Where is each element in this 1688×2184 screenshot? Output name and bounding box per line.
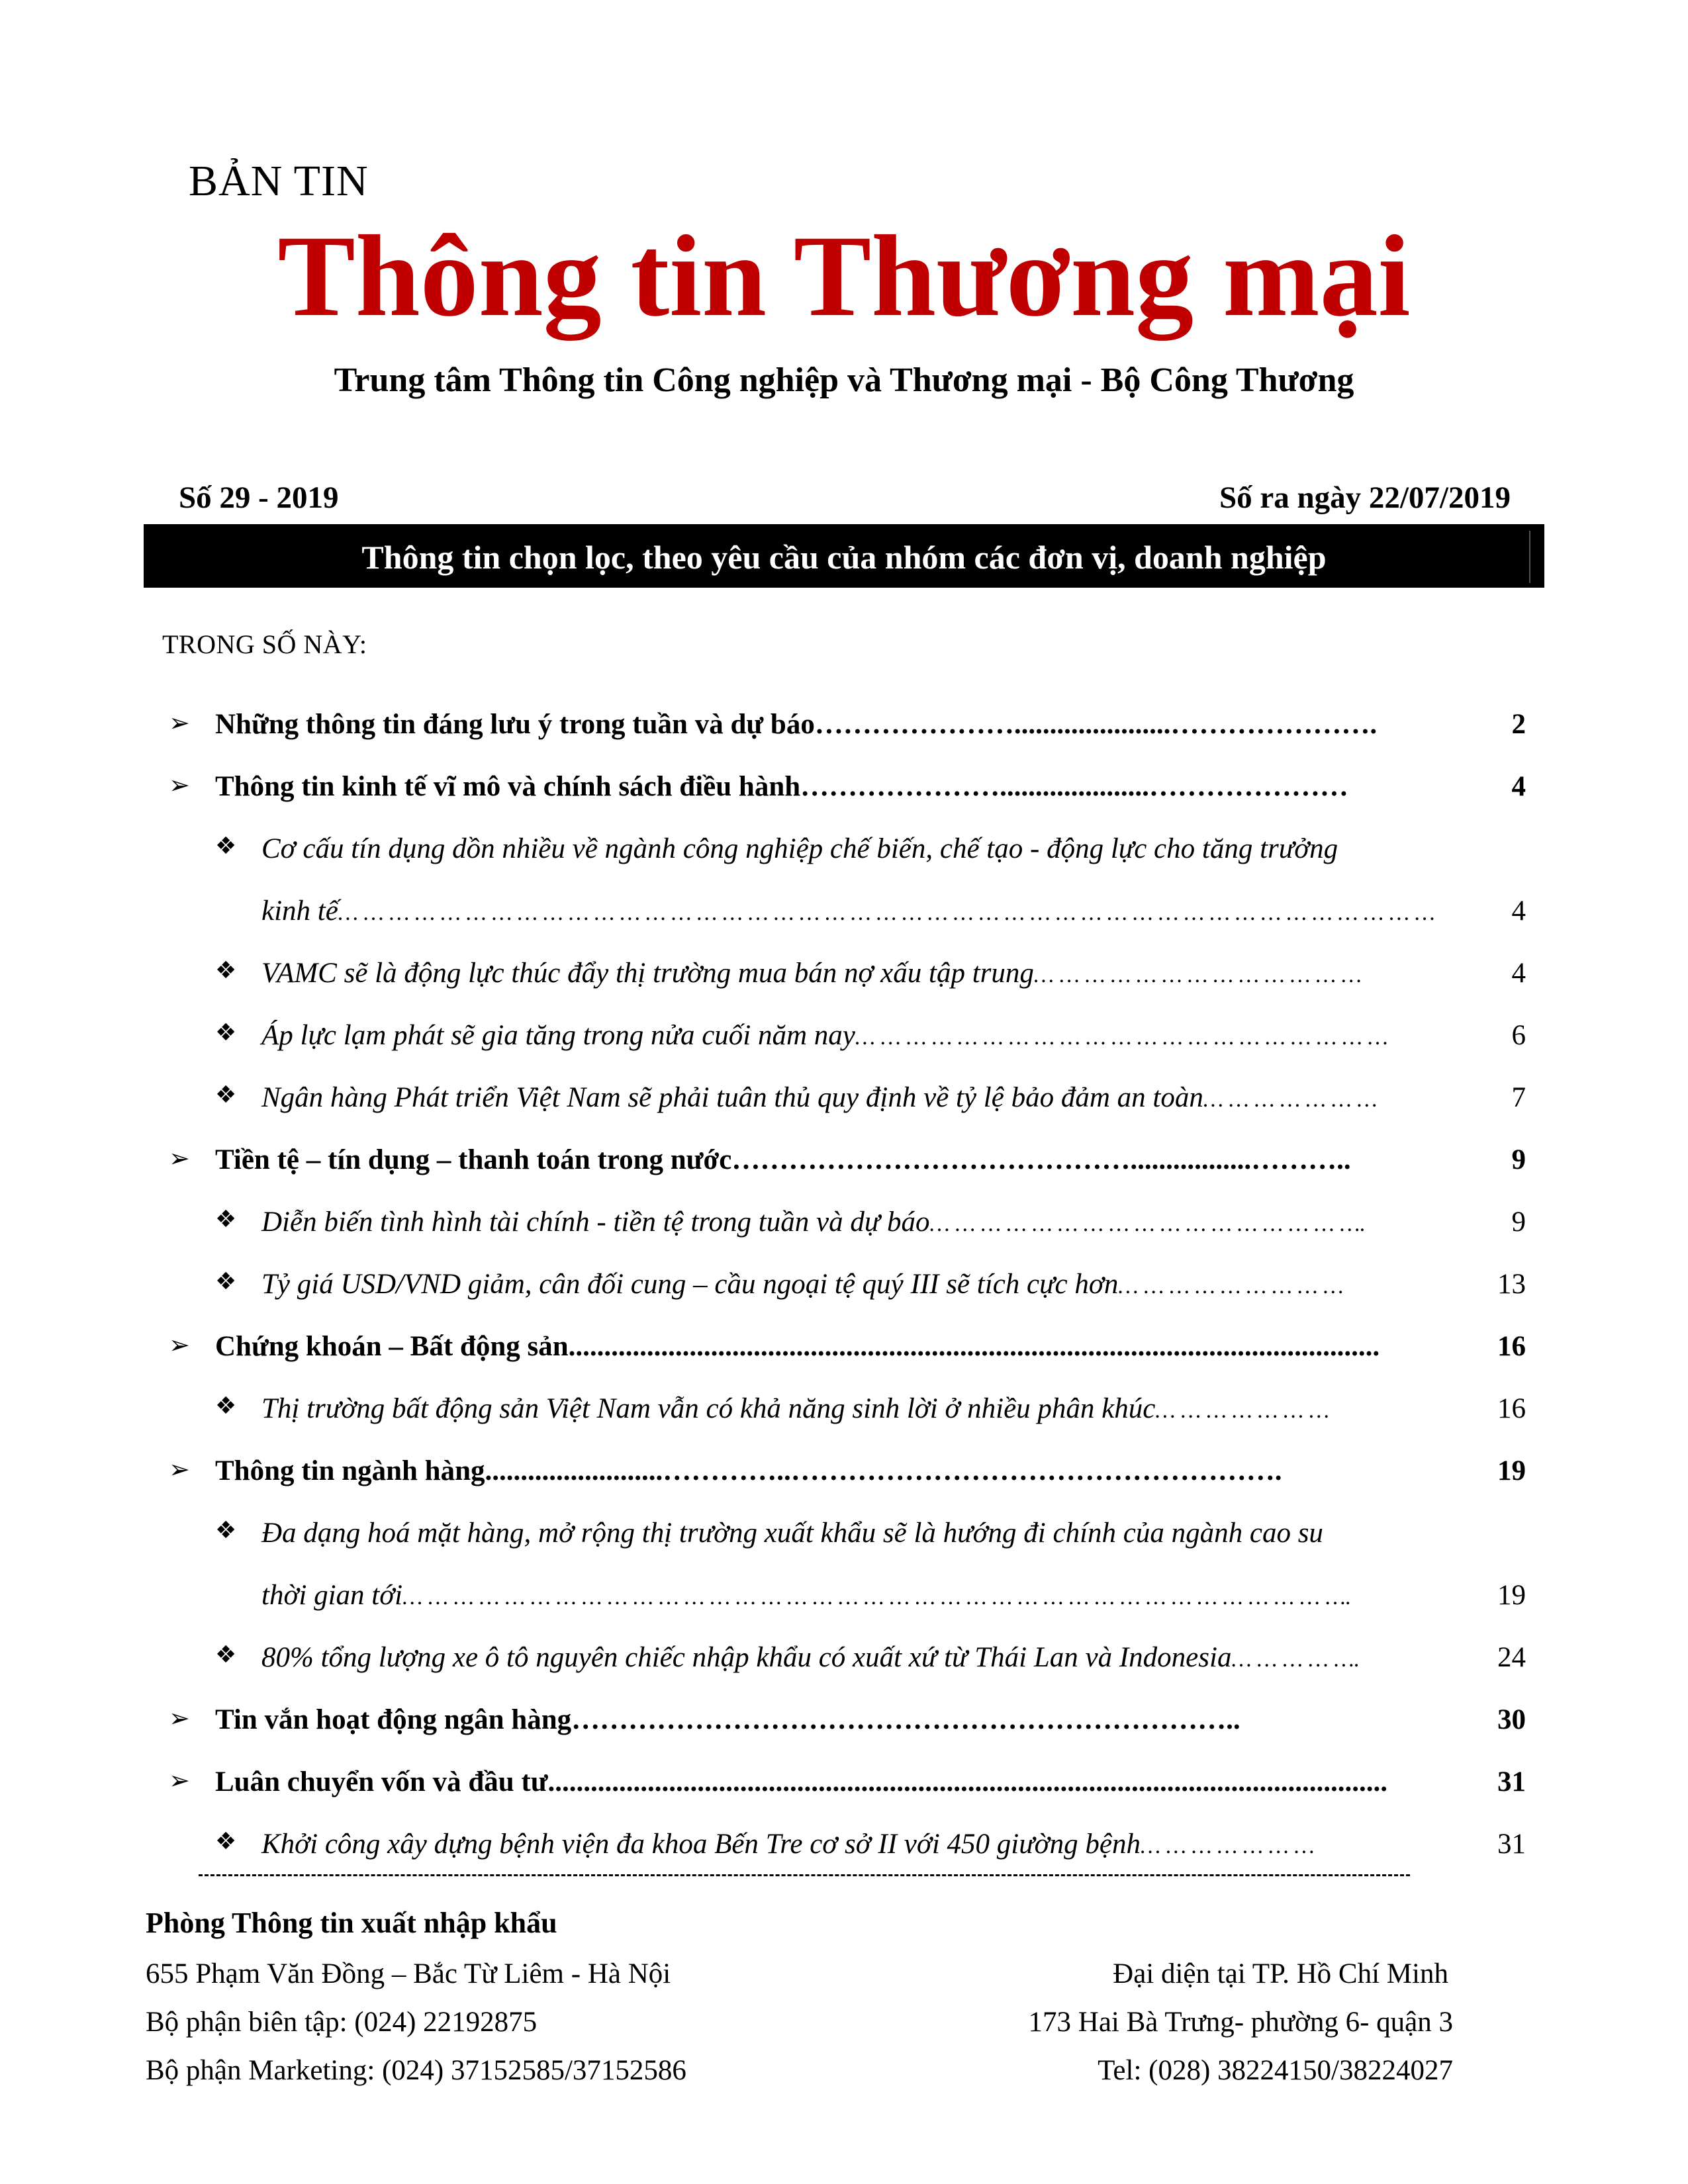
toc-leader-dots: ………………….....................…………………: [800, 771, 1348, 802]
footer-address: 655 Phạm Văn Đồng – Bắc Từ Liêm - Hà Nội: [146, 1958, 671, 1989]
toc-leader-dots: ……………………………………………………………..: [571, 1704, 1241, 1735]
toc-page-number: 19: [1497, 1580, 1526, 1611]
toc-entry-title: Ngân hàng Phát triển Việt Nam sẽ phải tuân thủ quy định về tỷ lệ bảo đảm an toàn: [261, 1082, 1203, 1113]
toc-entry-title: Áp lực lạm phát sẽ gia tăng trong nửa cuối năm nay: [261, 1020, 855, 1051]
toc-page-number: 2: [1511, 709, 1526, 740]
footer-hcm-label: Đại diện tại TP. Hồ Chí Minh: [1113, 1958, 1448, 1989]
toc-entry-title: Thông tin ngành hàng: [215, 1455, 485, 1486]
issue-number: Số 29 - 2019: [179, 480, 339, 515]
toc-leader-dots: … … … … … … … … … … … … … … … … … … … … … … … … … … … … … … … … … … … … … … … … … … …: [338, 901, 1435, 925]
footer-office-name: Phòng Thông tin xuất nhập khẩu: [146, 1907, 557, 1939]
diamond-bullet-icon: ❖: [215, 1641, 237, 1668]
toc-entry-title: Diễn biến tình hình tài chính - tiền tệ trong tuần và dự báo: [261, 1206, 930, 1238]
footer-marketing-phone: Bộ phận Marketing: (024) 37152585/37152586: [146, 2055, 686, 2086]
diamond-bullet-icon: ❖: [215, 1268, 237, 1295]
footer-hcm-tel: Tel: (028) 38224150/38224027: [1098, 2055, 1453, 2086]
diamond-bullet-icon: ❖: [215, 1828, 237, 1855]
toc-page-number: 7: [1511, 1082, 1526, 1113]
toc-leader-dots: … … … … … … … … … … … … … … … … ….: [929, 1212, 1366, 1236]
diamond-bullet-icon: ❖: [215, 1019, 237, 1046]
toc-entry-title: kinh tế: [261, 895, 338, 927]
toc-page-number: 31: [1497, 1829, 1526, 1860]
toc-page-number: 31: [1497, 1766, 1526, 1797]
banner-divider: [1529, 531, 1530, 583]
publisher-subtitle: Trung tâm Thông tin Công nghiệp và Thương mại - Bộ Công Thương: [334, 361, 1354, 399]
arrow-bullet-icon: ➢: [169, 708, 190, 737]
diamond-bullet-icon: ❖: [215, 957, 237, 984]
toc-entry-title: Tiền tệ – tín dụng – thanh toán trong nước: [215, 1144, 732, 1175]
toc-leader-dots: …………………......................………………….: [814, 709, 1378, 740]
toc-leader-dots: … … … … … … …: [1203, 1087, 1378, 1112]
footer-hcm-address: 173 Hai Bà Trưng- phường 6- quận 3: [1028, 2007, 1453, 2038]
newsletter-label: BẢN TIN: [189, 157, 369, 205]
toc-leader-dots: … … … … … … …: [1140, 1834, 1315, 1858]
toc-leader-dots: … … … … ….: [1231, 1647, 1360, 1672]
toc-entry-title: Tin vắn hoạt động ngân hàng: [215, 1704, 572, 1735]
toc-entry-title: VAMC sẽ là động lực thúc đẩy thị trường mua bán nợ xấu tập trung: [261, 958, 1034, 989]
toc-page-number: 4: [1511, 895, 1526, 927]
arrow-bullet-icon: ➢: [169, 1330, 190, 1359]
toc-page-number: 24: [1497, 1642, 1526, 1673]
toc-leader-dots: … … … … … … … … … … … … … … … … … … … … … … … … … … … … … … … … … … … … ….: [402, 1585, 1352, 1610]
toc-leader-dots: …………………………………….................………..: [731, 1144, 1351, 1175]
arrow-bullet-icon: ➢: [169, 1704, 190, 1733]
arrow-bullet-icon: ➢: [169, 1766, 190, 1795]
toc-entry-title: Cơ cấu tín dụng dồn nhiều về ngành công nghiệp chế biến, chế tạo - động lực cho tăng trưởng: [261, 833, 1338, 864]
diamond-bullet-icon: ❖: [215, 1081, 237, 1109]
arrow-bullet-icon: ➢: [169, 1144, 190, 1173]
toc-leader-dots: … … … … … … … … … … … … … … … … … … … … …: [855, 1025, 1388, 1050]
toc-entry-title: 80% tổng lượng xe ô tô nguyên chiếc nhập khẩu có xuất xứ từ Thái Lan và Indonesia: [261, 1642, 1232, 1673]
issue-date: Số ra ngày 22/07/2019: [1219, 480, 1511, 515]
toc-leader-dots: .........................…………..…………………………………………….: [485, 1455, 1282, 1486]
arrow-bullet-icon: ➢: [169, 1455, 190, 1484]
toc-heading: TRONG SỐ NÀY:: [162, 629, 367, 659]
toc-page-number: 4: [1511, 958, 1526, 989]
banner-text: Thông tin chọn lọc, theo yêu cầu của nhóm các đơn vị, doanh nghiệp: [361, 538, 1327, 576]
toc-page-number: 30: [1497, 1704, 1526, 1735]
footer-editorial-phone: Bộ phận biên tập: (024) 22192875: [146, 2007, 538, 2038]
toc-page-number: 4: [1511, 771, 1526, 802]
toc-page-number: 16: [1497, 1393, 1526, 1424]
banner-bar: [146, 526, 1542, 586]
publication-title: Thông tin Thương mại: [277, 212, 1411, 341]
toc-leader-dots: ......................................................................................................................: [547, 1766, 1388, 1797]
toc-entry-title: Những thông tin đáng lưu ý trong tuần và dự báo: [215, 709, 815, 740]
toc-entry-title: Khởi công xây dựng bệnh viện đa khoa Bến Tre cơ sở II với 450 giường bệnh: [261, 1829, 1141, 1860]
diamond-bullet-icon: ❖: [215, 1392, 237, 1420]
toc-page-number: 19: [1497, 1455, 1526, 1486]
toc-entry-title: Đa dạng hoá mặt hàng, mở rộng thị trường xuất khẩu sẽ là hướng đi chính của ngành cao su: [261, 1518, 1323, 1549]
diamond-bullet-icon: ❖: [215, 833, 237, 860]
dashed-divider: [199, 1874, 1410, 1876]
toc-page-number: 6: [1511, 1020, 1526, 1051]
toc-entry-title: Luân chuyển vốn và đầu tư: [215, 1766, 548, 1797]
diamond-bullet-icon: ❖: [215, 1517, 237, 1544]
toc-leader-dots: ..................................................................................................................: [568, 1331, 1380, 1362]
toc-leader-dots: … … … … … … … … …: [1118, 1274, 1344, 1298]
toc-page-number: 9: [1511, 1206, 1526, 1238]
arrow-bullet-icon: ➢: [169, 770, 190, 799]
toc-leader-dots: … … … … … … …: [1155, 1398, 1329, 1423]
toc-leader-dots: … … … … … … … … … … … … …: [1033, 963, 1362, 987]
toc-page-number: 13: [1497, 1269, 1526, 1300]
toc-entry-title: thời gian tới: [261, 1580, 403, 1611]
toc-entry-title: Thị trường bất động sản Việt Nam vẫn có khả năng sinh lời ở nhiều phân khúc: [261, 1393, 1156, 1424]
toc-page-number: 9: [1511, 1144, 1526, 1175]
toc-page-number: 16: [1497, 1331, 1526, 1362]
toc-entry-title: Tỷ giá USD/VND giảm, cân đối cung – cầu ngoại tệ quý III sẽ tích cực hơn: [261, 1269, 1119, 1300]
diamond-bullet-icon: ❖: [215, 1206, 237, 1233]
toc-entry-title: Chứng khoán – Bất động sản: [215, 1331, 569, 1362]
toc-entry-title: Thông tin kinh tế vĩ mô và chính sách điều hành: [215, 771, 801, 802]
